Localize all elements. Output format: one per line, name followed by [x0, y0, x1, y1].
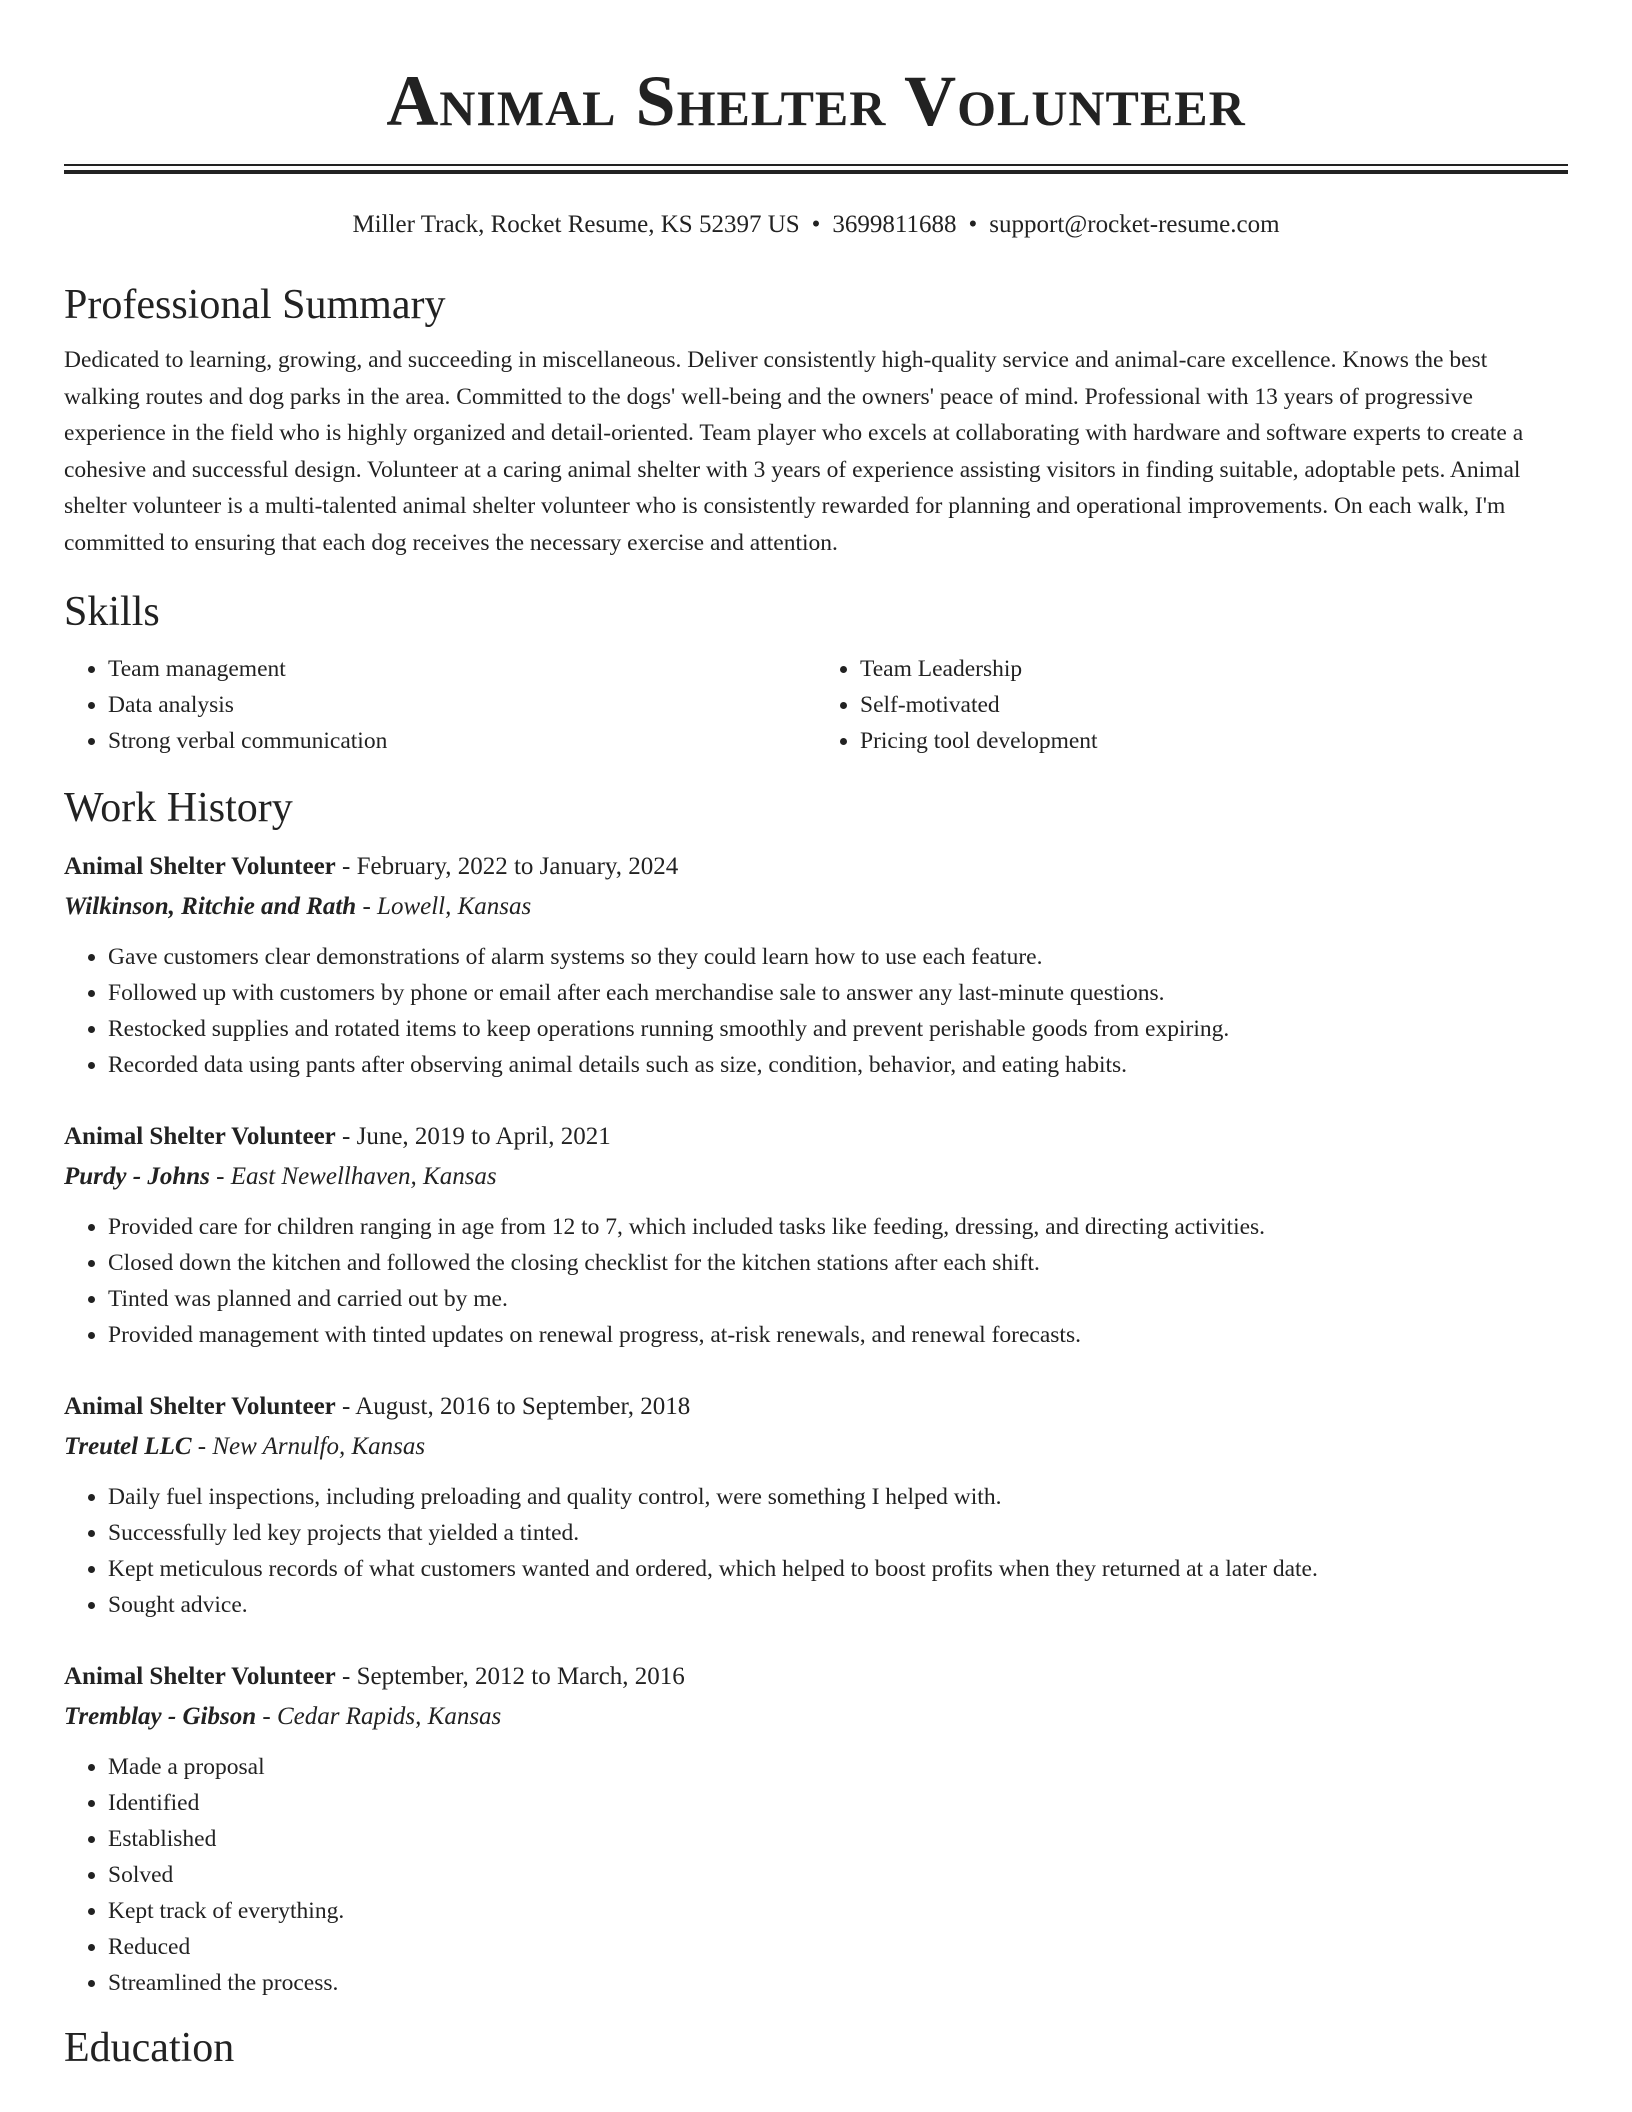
job-bullet: • Sought advice. [108, 1587, 1568, 1623]
skill-item: • Pricing tool development [860, 723, 1568, 759]
job-bullet: • Provided care for children ranging in age from 12 to 7, which included tasks like feeding, dressing, and directing activities. [108, 1209, 1568, 1245]
job-dates: - August, 2016 to September, 2018 [335, 1393, 691, 1420]
job-bullet: • Made a proposal [108, 1749, 1568, 1785]
job-title: Animal Shelter Volunteer [64, 853, 336, 880]
education-heading: Education [64, 2025, 235, 2071]
company-line [64, 887, 1568, 927]
contact-separator: • [968, 211, 978, 238]
job-title-line [64, 1387, 1568, 1427]
skill-item: • Self-motivated [860, 687, 1568, 723]
job-bullet: • Kept track of everything. [108, 1893, 1568, 1929]
contact-phone: 3699811688 [832, 211, 957, 238]
job-entry [64, 1117, 1568, 1353]
job-bullet: • Kept meticulous records of what customers wanted and ordered, which helped to boost profits when they returned at a later date. [108, 1551, 1568, 1587]
company-location: - East Newellhaven, Kansas [209, 1163, 497, 1190]
contact-separator: • [811, 211, 821, 238]
company-location: - New Arnulfo, Kansas [191, 1433, 426, 1460]
work-history-heading: Work History [64, 785, 293, 831]
job-bullet: • Followed up with customers by phone or email after each merchandise sale to answer any last-minute questions. [108, 975, 1568, 1011]
job-bullet: • Restocked supplies and rotated items to keep operations running smoothly and prevent perishable goods from expiring. [108, 1011, 1568, 1047]
job-bullet: • Daily fuel inspections, including preloading and quality control, were something I helped with. [108, 1479, 1568, 1515]
summary-text: Dedicated to learning, growing, and succeeding in miscellaneous. Deliver consistently high-quality service and animal-care excellence. Knows the best walking routes and dog parks in the area. Committed to the dogs' well-being and the owners' peace of mind. Professional with 13 years of progressive experience in the field who is highly organized and detail-oriented. Team player who excels at collaborating with hardware and software experts to create a cohesive and successful design. Volunteer at a caring animal shelter with 3 years of experience assisting visitors in finding suitable, adoptable pets. Animal shelter volunteer is a multi-talented animal shelter volunteer who is consistently rewarded for planning and operational improvements. On each walk, I'm committed to ensuring that each dog receives the necessary exercise and attention. [64, 347, 1524, 556]
contact-line [64, 210, 1568, 240]
skills-column-right [816, 651, 1568, 759]
skill-item: • Data analysis [108, 687, 816, 723]
job-entry [64, 1387, 1568, 1623]
job-dates: - September, 2012 to March, 2016 [335, 1663, 685, 1690]
company-name: Tremblay - Gibson [64, 1703, 257, 1730]
skills-column-left [64, 651, 816, 759]
job-bullet: • Gave customers clear demonstrations of alarm systems so they could learn how to use each feature. [108, 939, 1568, 975]
job-bullets [64, 1209, 1568, 1353]
job-bullets [64, 939, 1568, 1083]
job-bullet: • Established [108, 1821, 1568, 1857]
job-title: Animal Shelter Volunteer [64, 1123, 336, 1150]
job-title: Animal Shelter Volunteer [64, 1663, 336, 1690]
job-title-line [64, 1117, 1568, 1157]
job-title-line [64, 1657, 1568, 1697]
job-title: Animal Shelter Volunteer [64, 1393, 336, 1420]
job-bullet: • Provided management with tinted updates on renewal progress, at-risk renewals, and renewal forecasts. [108, 1317, 1568, 1353]
job-bullets [64, 1749, 1568, 2001]
job-bullet: • Tinted was planned and carried out by me. [108, 1281, 1568, 1317]
skills-list [64, 651, 1568, 759]
title-divider [64, 164, 1568, 174]
job-entry [64, 1657, 1568, 2001]
company-line [64, 1427, 1568, 1467]
company-name: Wilkinson, Ritchie and Rath [64, 893, 357, 920]
job-dates: - June, 2019 to April, 2021 [335, 1123, 611, 1150]
job-bullet: • Closed down the kitchen and followed the closing checklist for the kitchen stations after each shift. [108, 1245, 1568, 1281]
job-bullet: • Solved [108, 1857, 1568, 1893]
job-title-line [64, 847, 1568, 887]
skills-heading: Skills [64, 589, 160, 635]
skill-item: • Strong verbal communication [108, 723, 816, 759]
job-bullet: • Streamlined the process. [108, 1965, 1568, 2001]
job-bullet: • Successfully led key projects that yielded a tinted. [108, 1515, 1568, 1551]
job-entry [64, 847, 1568, 1083]
job-bullet: • Reduced [108, 1929, 1568, 1965]
summary-heading: Professional Summary [64, 282, 446, 328]
skill-item: • Team Leadership [860, 651, 1568, 687]
company-line [64, 1697, 1568, 1737]
contact-address: Miller Track, Rocket Resume, KS 52397 US [352, 211, 800, 238]
company-name: Treutel LLC [64, 1433, 192, 1460]
contact-email: support@rocket-resume.com [989, 211, 1280, 238]
job-dates: - February, 2022 to January, 2024 [335, 853, 679, 880]
resume-title: Animal Shelter Volunteer [386, 61, 1246, 141]
company-line [64, 1157, 1568, 1197]
skill-item: • Team management [108, 651, 816, 687]
job-bullet: • Identified [108, 1785, 1568, 1821]
job-bullets [64, 1479, 1568, 1623]
company-name: Purdy - Johns [64, 1163, 210, 1190]
job-bullet: • Recorded data using pants after observing animal details such as size, condition, behavior, and eating habits. [108, 1047, 1568, 1083]
company-location: - Lowell, Kansas [356, 893, 532, 920]
company-location: - Cedar Rapids, Kansas [256, 1703, 502, 1730]
